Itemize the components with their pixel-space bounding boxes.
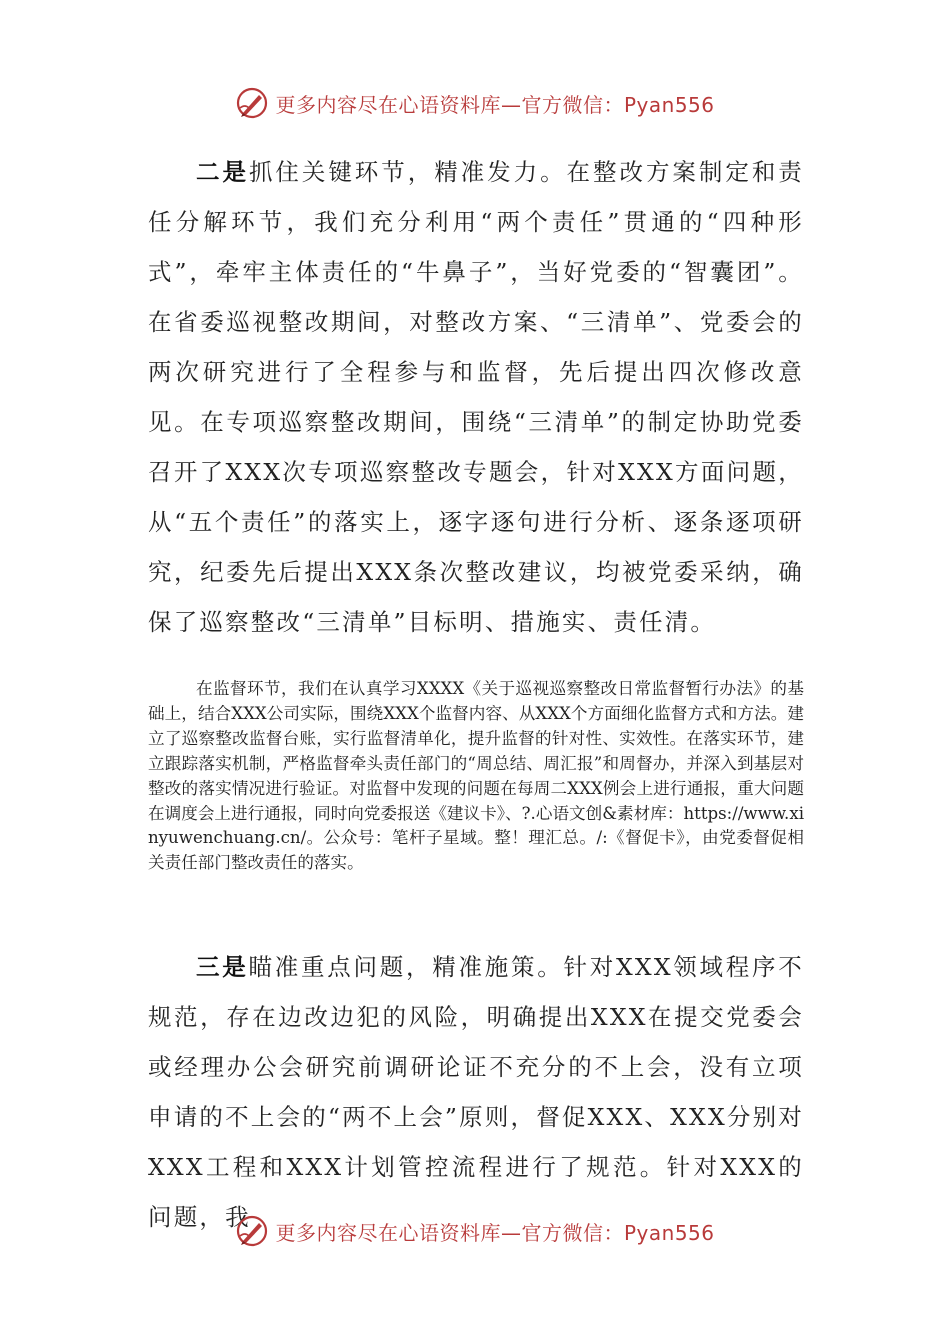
footer-banner xyxy=(0,1214,950,1248)
paragraph-1-lead: 二是 xyxy=(196,158,249,186)
paragraph-1 xyxy=(148,147,804,647)
pen-logo-icon xyxy=(235,86,269,120)
banner-wechat-id: Pyan556 xyxy=(623,1220,715,1245)
header-banner xyxy=(0,86,950,120)
paragraph-2: 在监督环节，我们在认真学习XXXX《关于巡视巡察整改日常监督暂行办法》的基础上，结合XXX公司实际，围绕XXX个监督内容、从XXX个方面细化监督方式和方法。建立了巡察整改监督台账，实行监督清单化，提升监督的针对性、实效性。在落实环节，建立跟踪落实机制，严格监督牵头责任部门的“周总结、周汇报”和周督办，并深入到基层对整改的落实情况进行验证。对监督中发现的问题在每周二XXX例会上进行通报，重大问题在调度会上进行通报，同时向党委报送《建议卡》、?.心语文创&素材库：https://www.xinyuwenchuang.cn/。公众号：笔杆子星域。整！理汇总。/:《督促卡》，由党委督促相关责任部门整改责任的落实。 xyxy=(148,679,804,873)
paragraph-1-body: 抓住关键环节，精准发力。在整改方案制定和责任分解环节，我们充分利用“两个责任”贯通的“四种形式”，牵牢主体责任的“牛鼻子”，当好党委的“智囊团”。在省委巡视整改期间，对整改方案、“三清单”、党委会的两次研究进行了全程参与和监督，先后提出四次修改意见。在专项巡察整改期间，围绕“三清单”的制定协助党委召开了XXX次专项巡察整改专题会，针对XXX方面问题，从“五个责任”的落实上，逐字逐句进行分析、逐条逐项研究，纪委先后提出XXX条次整改建议，均被党委采纳，确保了巡察整改“三清单”目标明、措施实、责任清。 xyxy=(148,158,804,636)
paragraph-3 xyxy=(148,942,804,1242)
pen-logo-icon xyxy=(235,1214,269,1248)
paragraph-3-body: 瞄准重点问题，精准施策。针对XXX领域程序不规范，存在边改边犯的风险，明确提出XXX在提交党委会或经理办公会研究前调研论证不充分的不上会，没有立项申请的不上会的“两不上会”原则，督促XXX、XXX分别对XXX工程和XXX计划管控流程进行了规范。针对XXX的问题，我 xyxy=(148,953,805,1231)
banner-text: 更多内容尽在心语资料库—官方微信：Pyan556 xyxy=(275,92,715,117)
banner-wechat-id: Pyan556 xyxy=(623,92,715,117)
banner-text: 更多内容尽在心语资料库—官方微信：Pyan556 xyxy=(275,1220,715,1245)
paragraph-3-lead: 三是 xyxy=(196,953,249,981)
